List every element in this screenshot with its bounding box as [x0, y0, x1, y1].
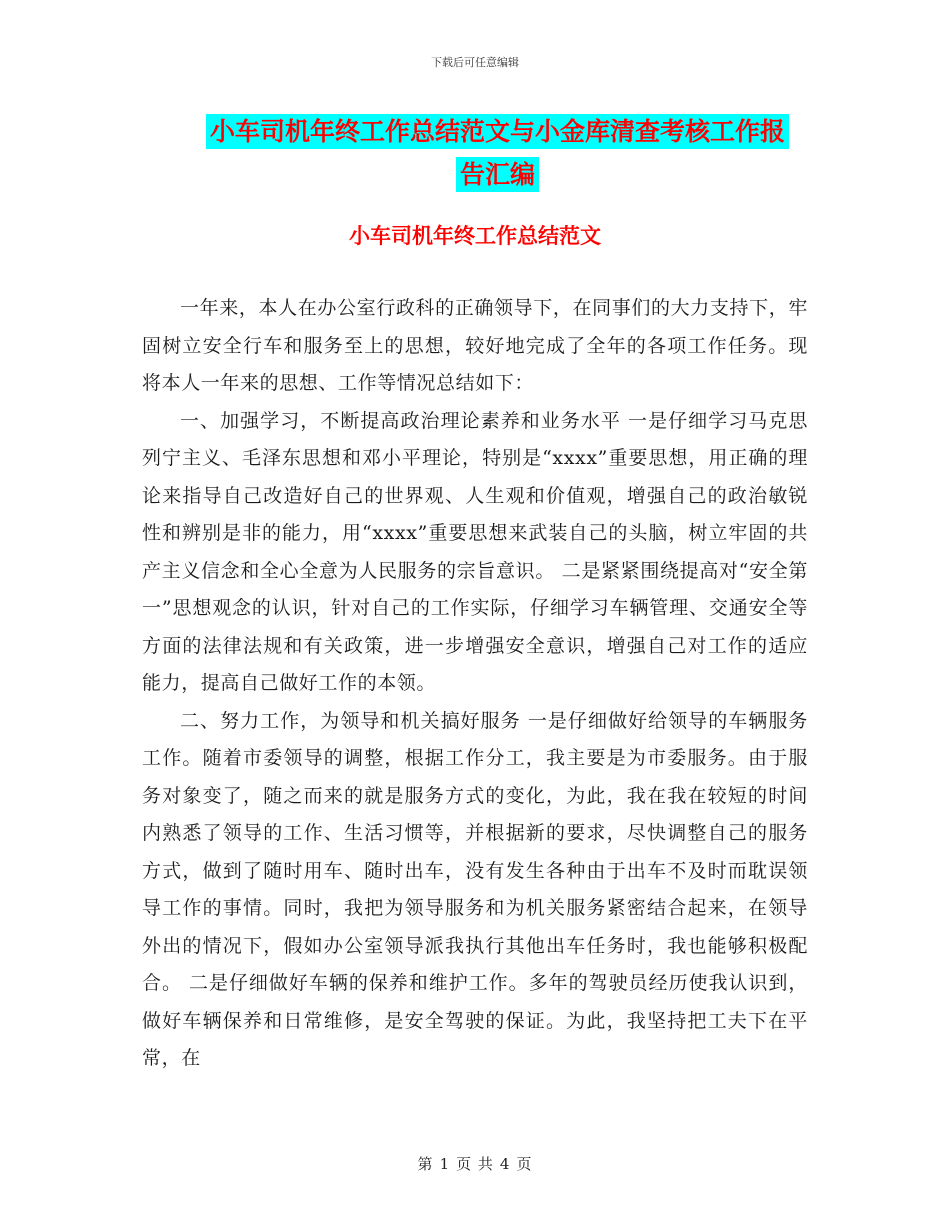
paragraph: 二、努力工作，为领导和机关搞好服务 一是仔细做好给领导的车辆服务工作。随着市委领导的调整，根据工作分工，我主要是为市委服务。由于服务对象变了，随之而来的就是服务方式的变化，为此，我在我在较短的时间内熟悉了领导的工作、生活习惯等，并根据新的要求，尽快调整自己的服务方式，做到了随时用车、随时出车，没有发生各种由于出车不及时而耽误领导工作的事情。同时，我把为领导服务和为机关服务紧密结合起来，在领导外出的情况下，假如办公室领导派我执行其他出车任务时，我也能够积极配合。 二是仔细做好车辆的保养和维护工作。多年的驾驶员经历使我认识到，做好车辆保养和日常维修，是安全驾驶的保证。为此，我坚持把工夫下在平常，在: [142, 709, 808, 1069]
document-title: [190, 110, 805, 196]
page-footer: [0, 1153, 950, 1174]
paragraph: 一年来，本人在办公室行政科的正确领导下，在同事们的大力支持下，牢固树立安全行车和服务至上的思想，较好地完成了全年的各项工作任务。现将本人一年来的思想、工作等情况总结如下：: [142, 297, 808, 394]
document-title-line-2: 告汇编: [456, 157, 539, 192]
header-note: 下载后可任意编辑: [431, 56, 519, 69]
page-label-prefix: 第: [417, 1155, 434, 1173]
body-text: [142, 290, 808, 1078]
page-current: 1: [439, 1155, 451, 1173]
page-label-suffix: 页: [516, 1155, 533, 1173]
document-title-line-1: 小车司机年终工作总结范文与小金库清查考核工作报: [206, 114, 789, 149]
section-title: 小车司机年终工作总结范文: [349, 224, 601, 248]
paragraph: 一、加强学习，不断提高政治理论素养和业务水平 一是仔细学习马克思列宁主义、毛泽东思想和邓小平理论，特别是“xxxx”重要思想，用正确的理论来指导自己改造好自己的世界观、人生观和价值观，增强自己的政治敏锐性和辨别是非的能力，用“xxxx”重要思想来武装自己的头脑，树立牢固的共产主义信念和全心全意为人民服务的宗旨意识。 二是紧紧围绕提高对“安全第一”思想观念的认识，针对自己的工作实际，仔细学习车辆管理、交通安全等方面的法律法规和有关政策，进一步增强安全意识，增强自己对工作的适应能力，提高自己做好工作的本领。: [142, 409, 808, 694]
page-label-mid: 页 共: [456, 1155, 494, 1173]
page-total: 4: [499, 1155, 511, 1173]
